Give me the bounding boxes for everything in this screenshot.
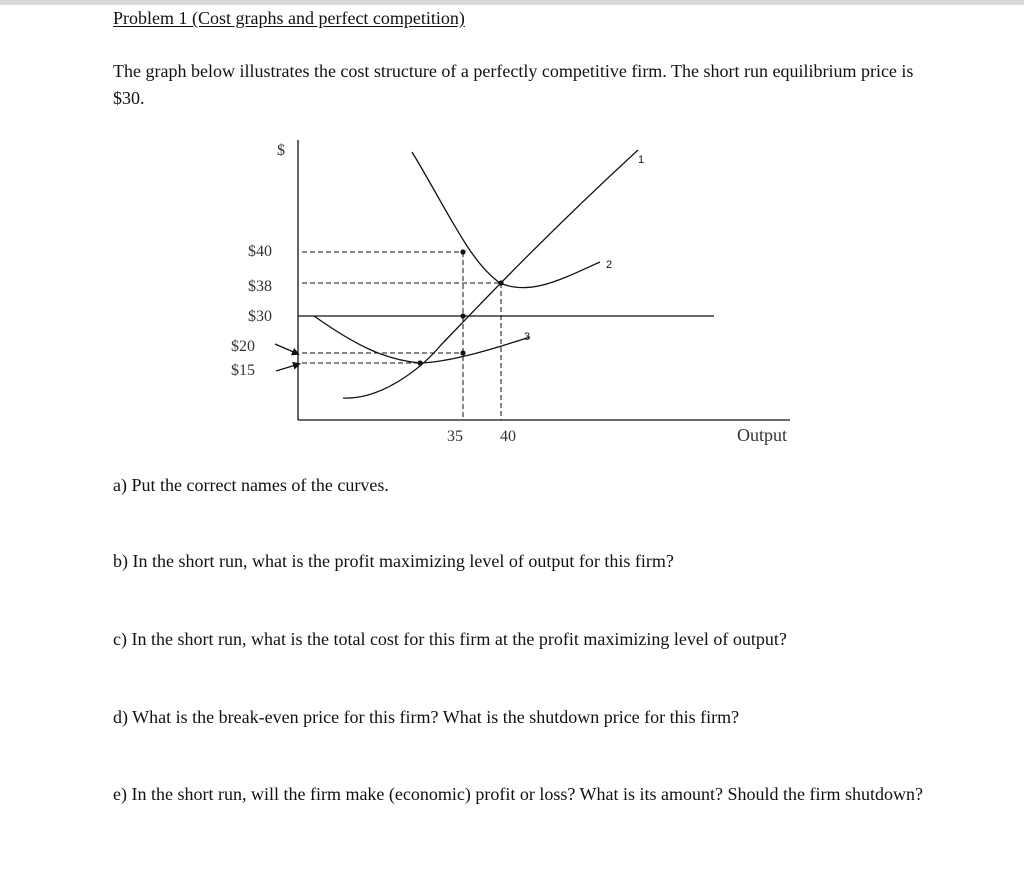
x-axis-label: Output [737, 425, 788, 445]
x-label-35: 35 [447, 428, 463, 445]
curve-2-label: 2 [606, 259, 613, 271]
question-d: d) What is the break-even price for this firm? What is the shutdown price for this firm? [113, 707, 740, 727]
question-b: b) In the short run, what is the profit maximizing level of output for this firm? [113, 551, 674, 571]
y-label-38: $38 [248, 278, 272, 295]
intro-text: The graph below illustrates the cost structure of a perfectly competitive firm. The short run equilibrium price is $30. [113, 61, 914, 108]
dashed-guides [302, 252, 501, 420]
x-label-40: 40 [500, 428, 516, 445]
intersection-points [417, 249, 503, 365]
question-a: a) Put the correct names of the curves. [113, 475, 389, 495]
problem-title: Problem 1 (Cost graphs and perfect competition) [113, 8, 465, 28]
y-axis-symbol: $ [277, 142, 285, 159]
arrow-15 [276, 364, 299, 371]
curve-3-avc [314, 316, 530, 363]
y-label-40: $40 [248, 243, 272, 260]
curve-1-mc [343, 150, 638, 398]
curve-2-atc [412, 152, 600, 288]
y-label-15: $15 [231, 362, 255, 379]
curve-1-label: 1 [638, 154, 645, 166]
y-label-30: $30 [248, 308, 272, 325]
arrow-20 [275, 344, 298, 354]
y-label-20: $20 [231, 338, 255, 355]
curve-3-label: 3 [524, 331, 531, 343]
question-c: c) In the short run, what is the total cost for this firm at the profit maximizing level of output? [113, 629, 787, 649]
question-e: e) In the short run, will the firm make (economic) profit or loss? What is its amount? Should the firm shutdown? [113, 784, 923, 804]
